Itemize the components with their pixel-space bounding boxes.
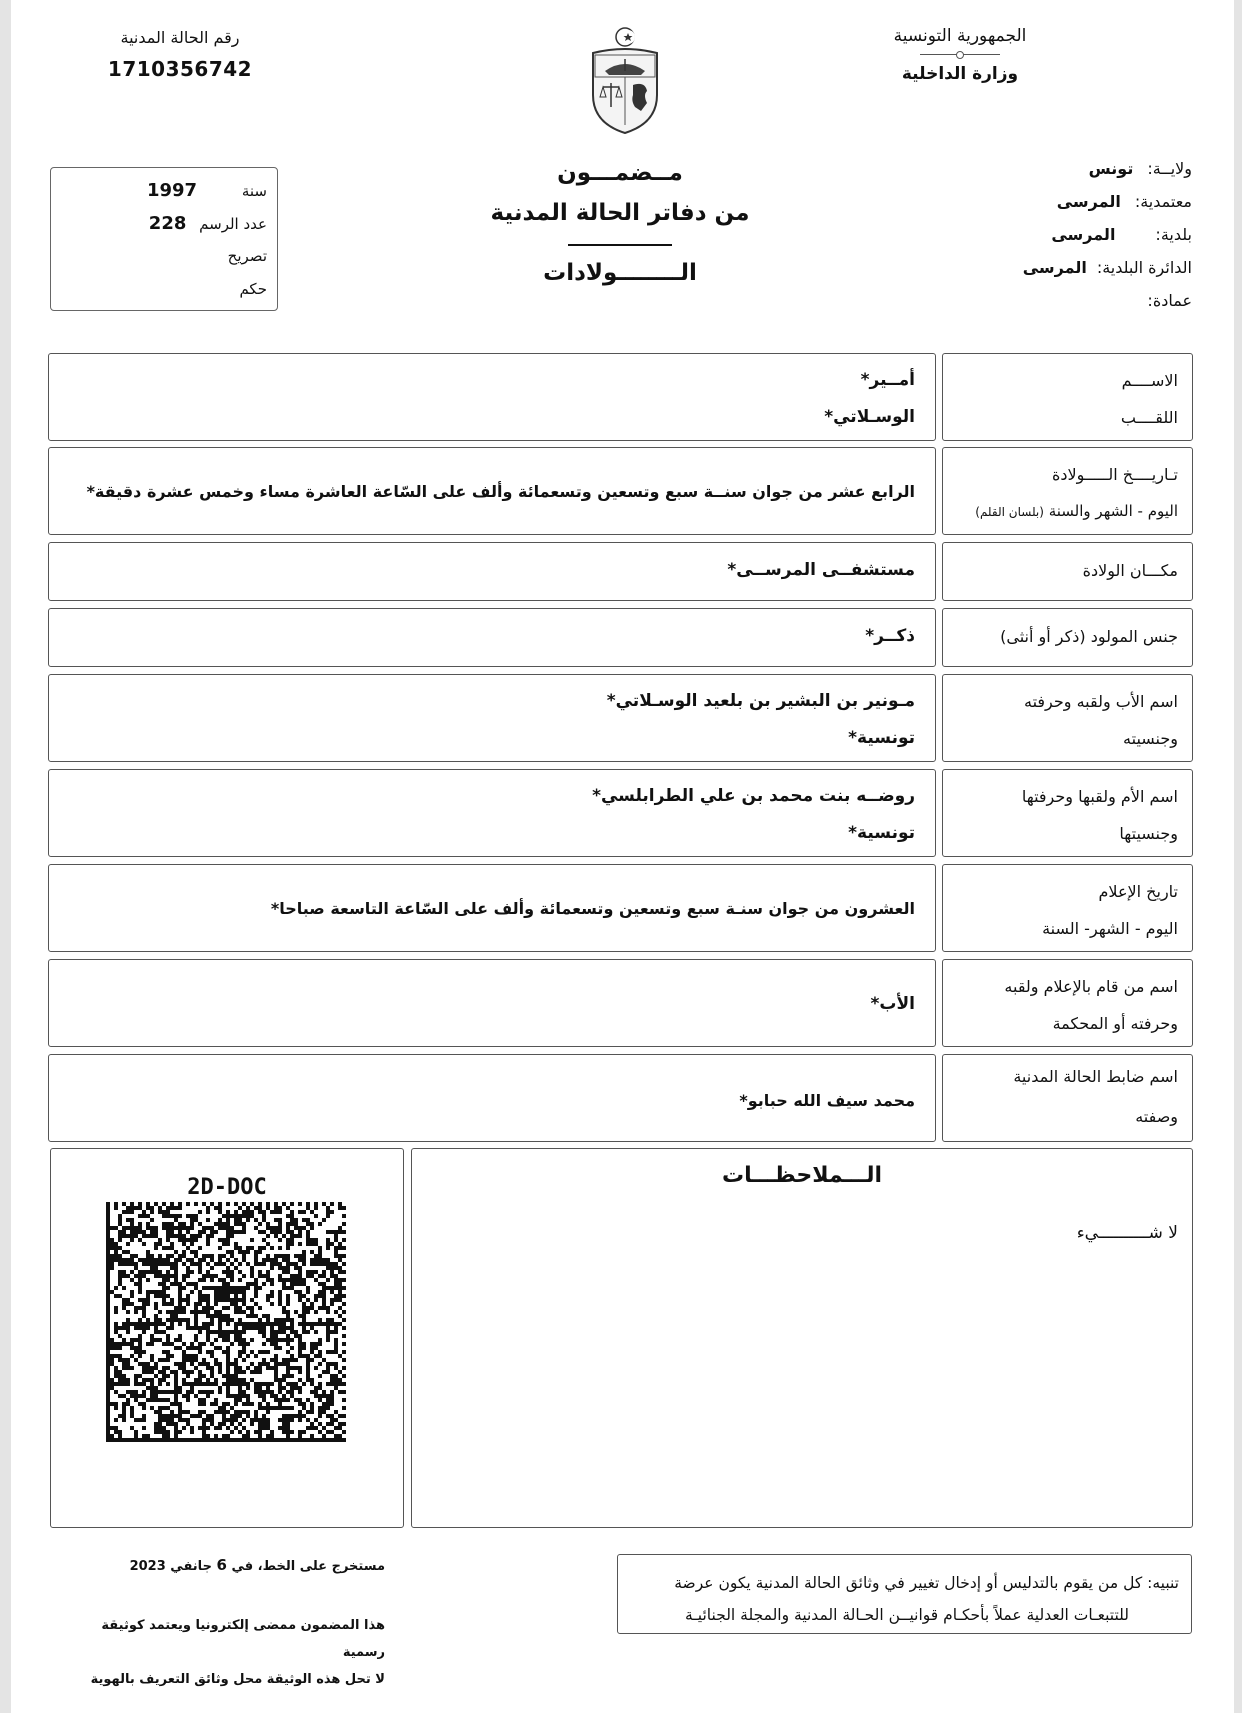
first-name-label: الاســــم <box>1121 371 1178 390</box>
governorate-label: ولايــة: <box>1147 159 1192 178</box>
remarks-title: الـــملاحظـــات <box>721 1163 883 1188</box>
location-block <box>942 152 1192 317</box>
name-label-cell <box>942 353 1193 441</box>
father-name-value: مـونير بن البشير بن بلعيد الوسـلاتي* <box>606 691 915 711</box>
declarant-value-cell <box>48 959 936 1047</box>
declaration-date-label: تاريخ الإعلام <box>1098 882 1178 901</box>
civil-id-label: رقم الحالة المدنية <box>120 28 240 47</box>
birth-date-format-label: اليوم - الشهر والسنة (بلسان القلم) <box>975 502 1178 520</box>
declarant-label: اسم من قام بالإعلام ولقبه <box>1004 977 1178 996</box>
remarks-box <box>411 1148 1193 1528</box>
page-edge-right <box>1234 0 1242 1713</box>
barcode-box <box>50 1148 404 1528</box>
officer-value: محمد سيف الله حبابو* <box>739 1091 915 1110</box>
officer-label-cell <box>942 1054 1193 1142</box>
municipality-label: بلدية: <box>1155 225 1192 244</box>
extract-day: 6 <box>216 1556 227 1574</box>
barcode-modules <box>106 1202 346 1442</box>
officer-label: اسم ضابط الحالة المدنية <box>1013 1067 1178 1086</box>
republic-name: الجمهورية التونسية <box>893 26 1027 46</box>
imada-row <box>942 284 1192 317</box>
birth-date-label-cell <box>942 447 1193 535</box>
document-subtitle: من دفاتر الحالة المدنية <box>490 200 750 226</box>
coat-of-arms-icon <box>585 25 665 137</box>
surname-value: الوسـلاتي* <box>824 407 915 427</box>
declarant-occupation-label: وحرفته أو المحكمة <box>1052 1014 1178 1033</box>
declaration-date-value: العشرون من جوان سنـة سبع وتسعين وتسعمائة وألف على السّاعة التاسعة صباحا* <box>270 899 915 918</box>
warning-box <box>617 1554 1192 1634</box>
remarks-text: لا شــــــــــيء <box>1076 1223 1178 1243</box>
record-number-value: 228 <box>148 213 187 234</box>
declaration-date-format-label: اليوم - الشهر- السنة <box>1042 919 1178 938</box>
district-row <box>942 251 1192 284</box>
declaration-date-label-cell <box>942 864 1193 952</box>
declarant-value: الأب* <box>870 994 915 1014</box>
father-value-cell <box>48 674 936 762</box>
mother-name-value: روضــه بنت محمد بن علي الطرابلسي* <box>592 786 915 806</box>
officer-value-cell <box>48 1054 936 1142</box>
record-declaration-row <box>228 247 267 265</box>
record-box <box>50 167 278 311</box>
first-name-value: أمــير* <box>860 370 915 390</box>
warning-text <box>619 1567 1179 1631</box>
birth-place-value-cell <box>48 542 936 601</box>
father-nationality-label: وجنسيته <box>1123 729 1178 748</box>
municipality-value: المرسى <box>1051 225 1116 244</box>
record-number-row <box>133 213 267 234</box>
record-number-label: عدد الرسم <box>199 215 267 233</box>
father-label: اسم الأب ولقبه وحرفته <box>1024 692 1178 711</box>
mother-nationality-label: وجنسيتها <box>1119 824 1178 843</box>
civil-id-number: 1710356742 <box>107 57 253 81</box>
delegation-row <box>942 185 1192 218</box>
issuer-block <box>830 26 1090 84</box>
barcode-label: 2D-DOC <box>187 1175 267 1200</box>
document-section-title: الــــــــولادات <box>543 260 697 286</box>
2d-doc-barcode-icon <box>106 1202 346 1442</box>
page-edge-left <box>0 0 11 1713</box>
record-year-value: 1997 <box>146 180 198 201</box>
not-identity-note: لا تحل هذه الوثيقة محل وثائق التعريف بالهوية <box>90 1672 385 1687</box>
declarant-label-cell <box>942 959 1193 1047</box>
governorate-row <box>942 152 1192 185</box>
document-title-block <box>470 160 770 286</box>
governorate-value: تونس <box>1088 159 1134 178</box>
record-year-row <box>131 180 267 201</box>
birth-date-value-cell <box>48 447 936 535</box>
record-year-label: سنة <box>241 182 267 200</box>
surname-label: اللقــــب <box>1120 408 1178 427</box>
father-nationality-value: تونسية* <box>848 728 915 748</box>
record-declaration-label: تصريح <box>227 247 267 265</box>
name-value-cell <box>48 353 936 441</box>
delegation-value: المرسى <box>1056 192 1121 211</box>
sex-label-cell <box>942 608 1193 667</box>
delegation-label: معتمدية: <box>1134 192 1192 211</box>
ministry-name: وزارة الداخلية <box>901 64 1019 84</box>
record-judgment-label: حكم <box>239 280 267 298</box>
document-title: مــضمـــون <box>557 160 683 186</box>
sex-label: جنس المولود (ذكر أو أنثى) <box>1000 627 1178 646</box>
birth-date-value: الرابع عشر من جوان سنــة سبع وتسعين وتسعمائة وألف على السّاعة العاشرة مساء وخمس عشرة دقيقة* <box>86 482 915 501</box>
title-rule <box>568 244 672 246</box>
mother-label: اسم الأم ولقبها وحرفتها <box>1021 787 1178 806</box>
mother-label-cell <box>942 769 1193 857</box>
officer-title-label: وصفته <box>1135 1107 1178 1126</box>
municipality-row <box>942 218 1192 251</box>
extract-line <box>60 1556 385 1574</box>
imada-label: عمادة: <box>1147 291 1192 310</box>
birth-place-label: مكـــان الولادة <box>1082 561 1178 580</box>
warning-line-1: تنبيه: كل من يقوم بالتدليس أو إدخال تغيير في وثائق الحالة المدنية يكون عرضة <box>674 1574 1179 1592</box>
sex-value: ذكــر* <box>865 626 915 646</box>
electronic-signature-note: هذا المضمون ممضى إلكترونيا ويعتمد كوثيقة رسمية <box>101 1618 385 1660</box>
birth-place-value: مستشفــى المرســى* <box>727 560 915 580</box>
birth-date-label: تـاريــــخ الـــــولادة <box>1051 465 1178 484</box>
extract-month-year: جانفي 2023 <box>129 1559 212 1574</box>
mother-nationality-value: تونسية* <box>848 823 915 843</box>
ornament-divider <box>920 50 1000 58</box>
civil-id-block <box>100 28 260 81</box>
mother-value-cell <box>48 769 936 857</box>
record-judgment-row <box>239 280 267 298</box>
birth-place-label-cell <box>942 542 1193 601</box>
extract-prefix: مستخرج على الخط، في <box>231 1559 385 1574</box>
father-label-cell <box>942 674 1193 762</box>
warning-line-2: للتتبعـات العدلية عملاً بأحكـام قوانيــن الحـالة المدنية والمجلة الجنائيـة <box>684 1606 1129 1624</box>
district-label: الدائرة البلدية: <box>1096 258 1192 277</box>
sex-value-cell <box>48 608 936 667</box>
district-value: المرسى <box>1022 258 1087 277</box>
declaration-date-value-cell <box>48 864 936 952</box>
footer-block <box>60 1556 385 1693</box>
